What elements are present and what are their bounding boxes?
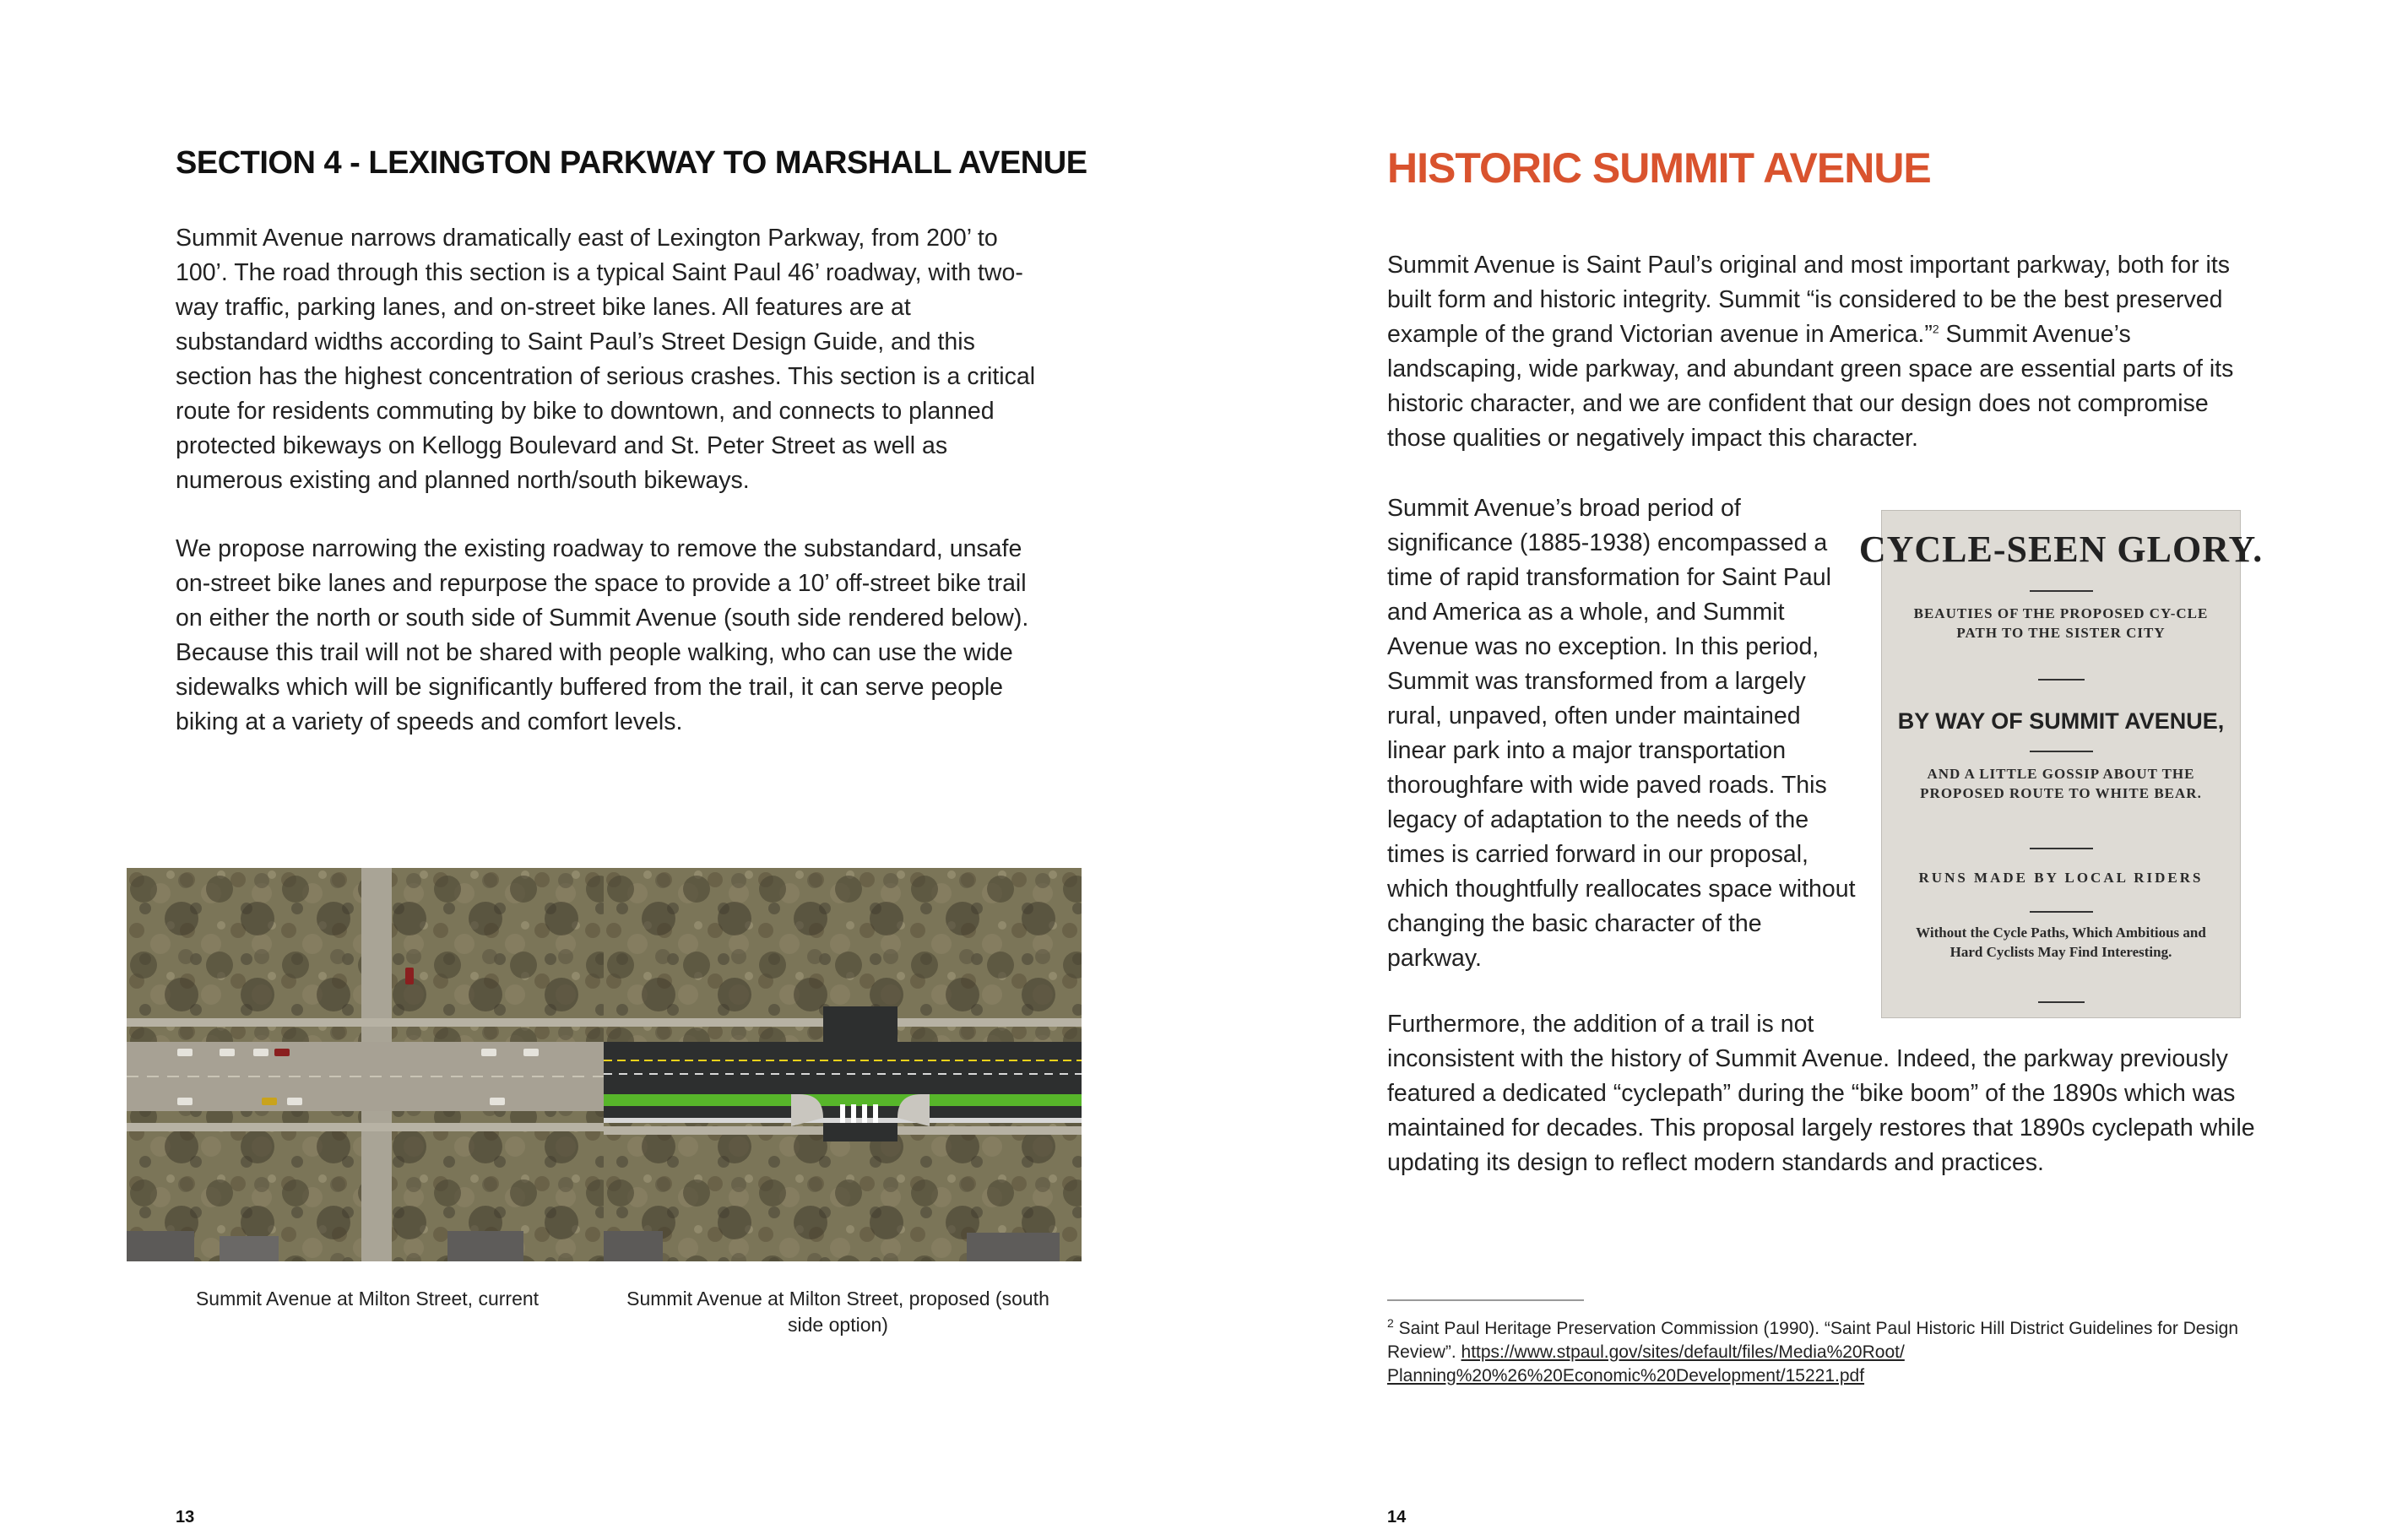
body-paragraph [1387, 248, 2265, 456]
footnote-marker: 2 [1932, 322, 1939, 336]
body-paragraph: We propose narrowing the existing roadway to remove the substandard, unsafe on-street bike lanes and repurpose the space to provide a 10’ off-street bike trail on either the north or south side of Summit Avenue (south side rendered below). Because this trail will not be shared with people walking, who can use the wide sidewalks which will be significantly buffered from the trail, it can serve people biking at a variety of speeds and comfort levels. [176, 535, 1029, 735]
aerial-comparison-image [127, 868, 1082, 1261]
newspaper-clipping-image [1858, 511, 2264, 1017]
paragraph-text: Summit Avenue is Saint Paul’s original and most important parkway, both for its built form and historic integrity. Summit “is considered to be the best preserved example of the grand Victorian avenue in America.” [1387, 252, 2230, 348]
clipping-subhead: BEAUTIES OF THE PROPOSED CY-CLE PATH TO THE SISTER CITY [1913, 605, 2209, 641]
page-number: 13 [176, 1508, 195, 1526]
body-paragraph: Summit Avenue narrows dramatically east of Lexington Parkway, from 200’ to 100’. The road through this section is a typical Saint Paul 46’ roadway, with two-way traffic, parking lanes, and on-street bike lanes. All features are at substandard widths according to Saint Paul’s Street Design Guide, and this section has the highest concentration of serious crashes. This section is a critical route for residents commuting by bike to downtown, and connects to planned protected bikeways on Kellogg Boulevard and St. Peter Street as well as numerous existing and planned north/south bikeways. [176, 225, 1036, 494]
clipping-subhead: RUNS MADE BY LOCAL RIDERS [1918, 870, 2204, 886]
current-aerial [127, 868, 604, 1261]
figure-caption-current: Summit Avenue at Milton Street, current [195, 1288, 540, 1310]
footnote-text: Saint Paul Heritage Preservation Commission (1990). “Saint Paul Historic Hill District Guidelines for Design Review”. [1387, 1319, 2239, 1362]
clipping-title: CYCLE-SEEN GLORY. [1858, 529, 2264, 570]
body-paragraph: Summit Avenue’s broad period of significance (1885-1938) encompassed a time of rapid transformation for Saint Paul and America as a whole, and Summit Avenue was no exception. In this period, Summit was transformed from a largely rural, unpaved, often under maintained linear park into a major transportation thoroughfare with wide paved roads. This legacy of adaptation to the needs of the times is carried forward in our proposal, which thoughtfully reallocates space without changing the basic character of the parkway. [1387, 495, 1856, 972]
section-heading: SECTION 4 - LEXINGTON PARKWAY TO MARSHALL AVENUE [176, 145, 1087, 181]
newspaper-clipping [1858, 510, 2264, 1018]
paragraph-text: Furthermore, the addition of a trail is not [1387, 1011, 1814, 1038]
clipping-headline: BY WAY OF SUMMIT AVENUE, [1897, 708, 2225, 734]
footnote-divider [1387, 1299, 1584, 1301]
body-paragraph [1387, 1007, 2265, 1180]
footnote-number: 2 [1387, 1316, 1394, 1330]
aerial-comparison-figure [127, 868, 1082, 1261]
page-number: 14 [1387, 1508, 1407, 1526]
figure-caption-proposed: Summit Avenue at Milton Street, proposed (south side option) [626, 1288, 1049, 1336]
clipping-subhead: Without the Cycle Paths, Which Ambitious and Hard Cyclists May Find Interesting. [1916, 925, 2206, 960]
paragraph-text: Summit Avenue’s landscaping, wide parkway, and abundant green space are essential parts of its historic character, and we are confident that our design does not compromise those qualities or negatively impact this character. [1387, 321, 2234, 452]
proposed-aerial [604, 868, 1082, 1261]
right-page [1193, 0, 2386, 1540]
footnote [1387, 1317, 2265, 1388]
clipping-subhead: AND A LITTLE GOSSIP ABOUT THE PROPOSED ROUTE TO WHITE BEAR. [1920, 766, 2202, 801]
historic-heading: HISTORIC SUMMIT AVENUE [1387, 144, 1931, 192]
paragraph-text: inconsistent with the history of Summit Avenue. Indeed, the parkway previously featured a dedicated “cyclepath” during the “bike boom” of the 1890s which was maintained for decades. This proposal largely restores that 1890s cyclepath while updating its design to reflect modern standards and practices. [1387, 1045, 2255, 1176]
footnote-link[interactable]: https://www.stpaul.gov/sites/default/files/Media%20Root/ Planning%20%26%20Economic%20Development/15221.pdf [1387, 1342, 1905, 1385]
